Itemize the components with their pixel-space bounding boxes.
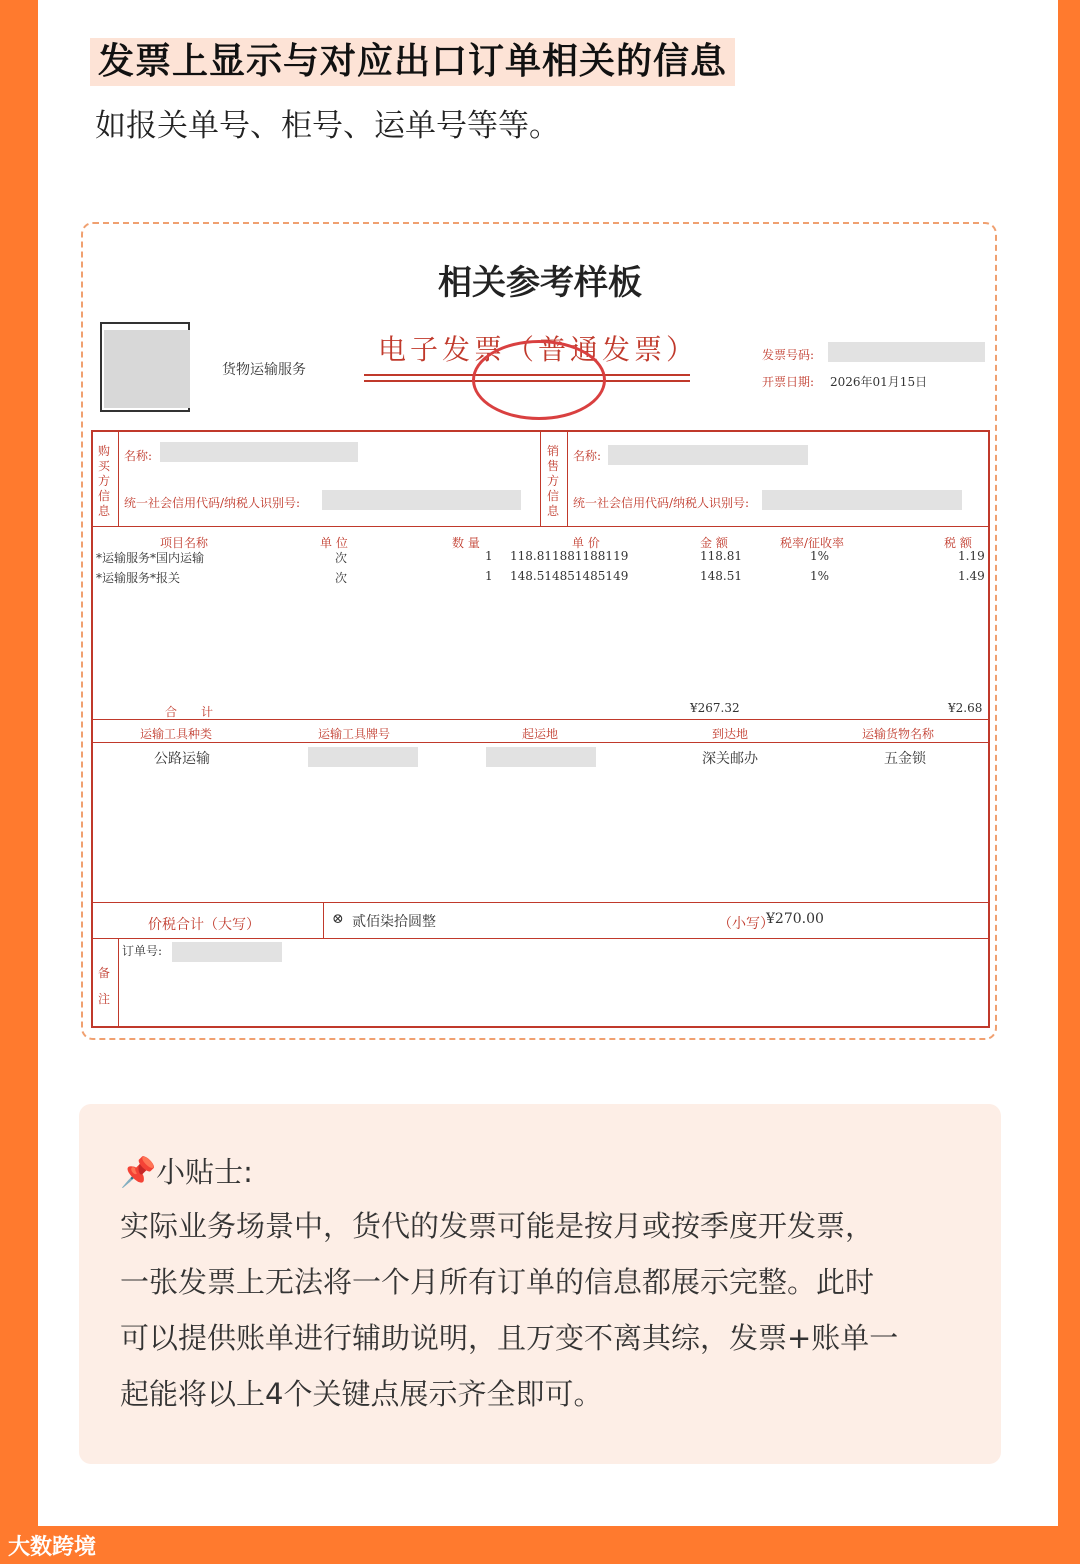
tip-line: 一张发票上无法将一个月所有订单的信息都展示完整。此时 <box>120 1265 875 1299</box>
col-transport-to: 到达地 <box>712 727 749 741</box>
col-transport-goods: 运输货物名称 <box>862 727 935 741</box>
row-amount: 148.51 <box>700 569 742 583</box>
buyer-credit-label: 统一社会信用代码/纳税人识别号: <box>124 496 301 510</box>
invoice-no-mask <box>828 342 985 362</box>
col-tax: 税 额 <box>944 536 972 550</box>
seller-credit-label: 统一社会信用代码/纳税人识别号: <box>573 496 750 510</box>
tip-title: 📌小贴士: <box>120 1155 253 1189</box>
row-unit: 次 <box>335 551 348 565</box>
row-tax: 1.49 <box>958 569 985 583</box>
buyer-credit-mask <box>322 490 521 510</box>
seller-name-label: 名称: <box>573 449 602 463</box>
row-tax: 1.19 <box>958 549 985 563</box>
row-price: 148.514851485149 <box>510 569 629 583</box>
divider <box>567 430 568 526</box>
divider <box>91 742 990 743</box>
seller-name-mask <box>608 445 808 465</box>
qr-code-mask <box>104 330 190 408</box>
buyer-name-mask <box>160 442 358 462</box>
col-amount: 金 额 <box>700 536 728 550</box>
divider <box>91 526 990 527</box>
buyer-name-label: 名称: <box>124 449 153 463</box>
row-item: *运输服务*国内运输 <box>96 551 205 565</box>
divider <box>91 719 990 720</box>
row-item: *运输服务*报关 <box>96 571 181 585</box>
grand-small-label: （小写） <box>718 916 774 932</box>
tip-line: 可以提供账单进行辅助说明，且万变不离其综，发票+账单一 <box>120 1321 899 1355</box>
order-no-mask <box>172 942 282 962</box>
section-heading: 发票上显示与对应出口订单相关的信息 <box>90 38 735 86</box>
template-title: 相关参考样板 <box>438 263 642 303</box>
total-label: 合 计 <box>165 705 214 719</box>
official-seal-icon <box>472 340 606 420</box>
col-item: 项目名称 <box>160 536 209 550</box>
col-transport-type: 运输工具种类 <box>140 727 213 741</box>
row-amount: 118.81 <box>700 549 742 563</box>
col-price: 单 价 <box>572 536 600 550</box>
grand-total-label: 价税合计（大写） <box>148 917 260 933</box>
watermark-logo: 大数跨境 <box>8 1535 97 1560</box>
buyer-label: 购买方信息 <box>98 444 111 518</box>
transport-goods: 五金锁 <box>884 751 926 767</box>
divider <box>91 938 990 939</box>
transport-to: 深关邮办 <box>702 751 758 767</box>
remark-label: 备注 <box>98 966 111 1006</box>
grand-total-small: ¥270.00 <box>766 911 824 927</box>
divider <box>118 430 119 526</box>
row-rate: 1% <box>810 549 830 563</box>
row-rate: 1% <box>810 569 830 583</box>
invoice-date: 2026年01月15日 <box>830 375 928 389</box>
grand-total-words: 贰佰柒拾圆整 <box>352 914 436 930</box>
row-unit: 次 <box>335 571 348 585</box>
transport-from-mask <box>486 747 596 767</box>
transport-plate-mask <box>308 747 418 767</box>
total-tax: ¥2.68 <box>948 701 983 715</box>
divider <box>323 902 324 938</box>
transport-type: 公路运输 <box>154 751 210 767</box>
invoice-no-label: 发票号码: <box>762 348 815 362</box>
row-qty: 1 <box>485 569 493 583</box>
invoice-service: 货物运输服务 <box>222 362 306 378</box>
col-unit: 单 位 <box>320 536 348 550</box>
order-no-label: 订单号: <box>122 944 163 958</box>
total-amount: ¥267.32 <box>690 701 740 715</box>
invoice-title: 电子发票（普通发票） <box>378 333 699 366</box>
col-rate: 税率/征收率 <box>780 536 845 550</box>
date-label: 开票日期: <box>762 375 815 389</box>
col-qty: 数 量 <box>452 536 480 550</box>
cancel-circle-icon: ⊗ <box>332 911 344 927</box>
seller-label: 销售方信息 <box>547 444 560 518</box>
row-qty: 1 <box>485 549 493 563</box>
divider <box>91 902 990 903</box>
seller-credit-mask <box>762 490 962 510</box>
row-price: 118.811881188119 <box>510 549 629 563</box>
col-transport-plate: 运输工具牌号 <box>318 727 391 741</box>
col-transport-from: 起运地 <box>522 727 559 741</box>
divider <box>118 938 119 1028</box>
tip-line: 起能将以上4个关键点展示齐全即可。 <box>120 1377 603 1411</box>
divider <box>540 430 541 526</box>
tip-line: 实际业务场景中，货代的发票可能是按月或按季度开发票， <box>120 1209 875 1243</box>
section-subheading: 如报关单号、柜号、运单号等等。 <box>95 108 560 144</box>
